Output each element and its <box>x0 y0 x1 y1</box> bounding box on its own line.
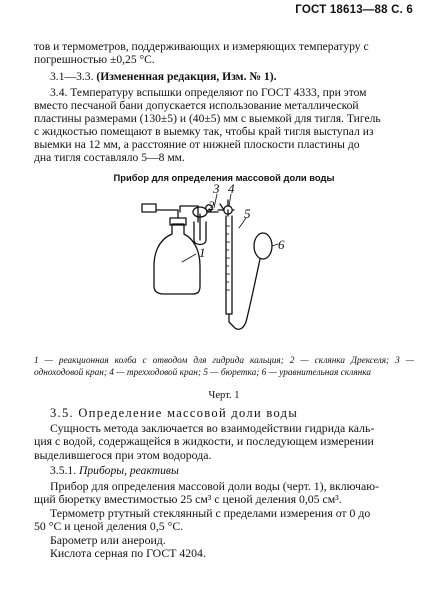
list-line: 50 °С и ценой деления 0,5 °С. <box>34 519 184 534</box>
reaction-flask <box>154 224 200 294</box>
text-line: вместо песчаной бани допускается использование металлической <box>34 99 359 112</box>
equalizing-bottle <box>254 233 272 259</box>
figure-caption: 1 — реакционная колба с отводом для гидрида кальция; 2 — склянка Дрекселя; 3 — одноходовой кран; 4 — трехходовой кран; 5 — бюретка; 6 — уравнительная склянка <box>34 356 414 378</box>
text-line: выемки на 12 мм, а расстояние от нижней плоскости пластины до <box>34 138 360 151</box>
amendment-text: (Измененная редакция, Изм. № 1). <box>96 70 277 83</box>
text-line: Сущность метода заключается во взаимодействии гидрида каль- <box>50 421 375 435</box>
text-line: ция с водой, содержащейся в жидкости, и последующем измерении <box>34 434 374 449</box>
label-1: 1 <box>199 245 206 260</box>
text-line: выделившегося при этом водорода. <box>34 447 212 462</box>
section-paragraph <box>34 422 414 462</box>
text-line: погрешностью ±0,25 °С. <box>34 53 155 66</box>
list-line: Термометр ртутный стеклянный с пределами измерения от 0 до <box>50 505 371 520</box>
hydride-clamp <box>142 204 156 212</box>
label-2: 2 <box>208 198 215 213</box>
list-line: Барометр или анероид. <box>50 532 166 547</box>
list-line: Кислота серная по ГОСТ 4204. <box>50 546 206 561</box>
list-line: Прибор для определения массовой доли воды (черт. 1), включаю- <box>50 479 379 493</box>
label-5: 5 <box>244 206 251 221</box>
list-line: щий бюретку вместимостью 25 см³ с ценой деления 0,05 см³. <box>34 492 342 507</box>
subsection-heading <box>34 464 414 477</box>
rubber-hose <box>233 259 260 329</box>
subsection-title: Приборы, реактивы <box>79 464 179 477</box>
intro-paragraph <box>34 40 414 66</box>
text-line: пластины размерами (130±5) и (40±5) мм с выемкой для тигля. Тигель <box>34 112 381 125</box>
equipment-list <box>34 480 414 560</box>
amendment-note <box>34 70 414 83</box>
paragraph-3-4 <box>34 86 414 164</box>
label-3: 3 <box>213 182 220 196</box>
figure-title: Прибор для определения массовой доли воды <box>113 172 335 183</box>
text-line: дна тигля составляло 5—8 мм. <box>34 151 185 164</box>
label-4: 4 <box>228 182 235 196</box>
apparatus-diagram <box>140 182 310 350</box>
text-line: 3.4. Температуру вспышки определяют по ГОСТ 4333, при этом <box>50 86 367 99</box>
subsection-number: 3.5.1. <box>50 464 77 477</box>
section-title: 3.5. Определение массовой доли воды <box>50 406 299 420</box>
label-6: 6 <box>278 237 285 252</box>
amendment-number: 3.1—3.3. <box>50 70 94 83</box>
figure-label: Черт. 1 <box>208 390 240 401</box>
text-line: тов и термометров, поддерживающих и измеряющих температуру с <box>34 40 369 53</box>
page-header: ГОСТ 18613—88 С. 6 <box>295 4 413 16</box>
text-line: с жидкостью помещают в выемку так, чтобы край тигля выступал из <box>34 125 374 138</box>
